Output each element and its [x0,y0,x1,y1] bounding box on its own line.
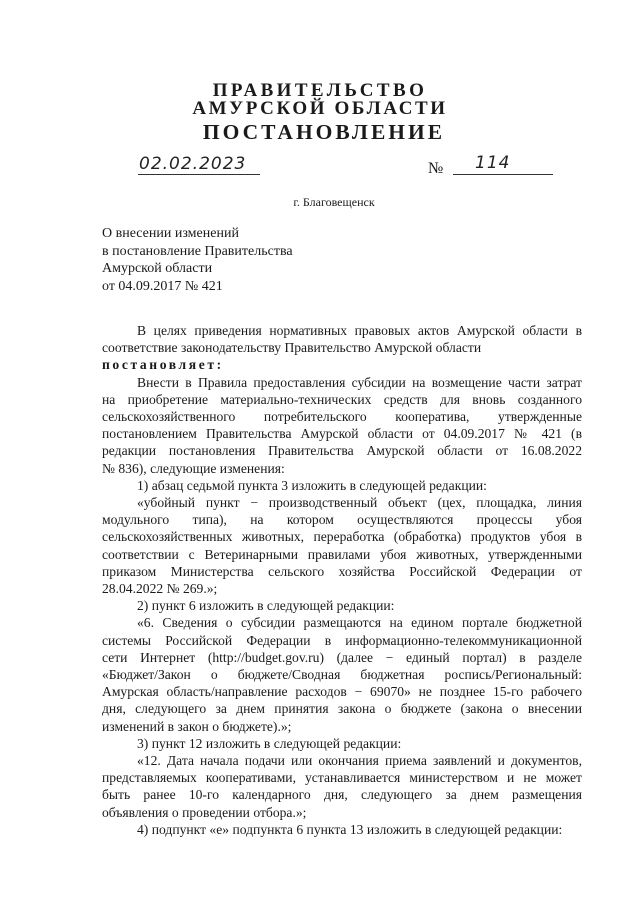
text-line: «Бюджет/Закон о бюджете/Сводная бюджетная роспись/Региональный: [102,667,582,683]
item-heading: 1) абзац седьмой пункта 3 изложить в следующей редакции: [137,477,487,493]
text-line: сельскохозяйственных животных, переработка (обработка) продуктов убоя в [102,529,582,545]
item-heading: 2) пункт 6 изложить в следующей редакции: [137,598,395,614]
date-underline [138,174,260,175]
resolves-word: постановляет: [102,357,224,373]
text-line: Внести в Правила предоставления субсидии на возмещение части затрат [137,374,582,390]
item-heading: 4) подпункт «е» подпункта 6 пункта 13 изложить в следующей редакции: [137,821,563,837]
subject-line: Амурской области [102,261,213,277]
text-line: № 836), следующие изменения: [102,460,285,476]
handwritten-date: 02.02.2023 [139,154,247,174]
text-line: сети Интернет (http://budget.gov.ru) (далее − единый портал) в разделе [102,649,582,665]
text-line: представляемых кооперативами, устанавливается министерством и не может [102,770,582,786]
text-line: В целях приведения нормативных правовых актов Амурской области в [137,323,582,338]
text-line: «6. Сведения о субсидии размещаются на едином портале бюджетной [137,615,582,631]
subject-line: О внесении изменений [102,226,239,241]
resolves-line [102,356,582,373]
decree-subject [102,225,293,295]
amendment-item-3 [102,735,582,821]
text-line: 28.04.2022 № 269.»; [102,581,218,597]
subject-line: от 04.09.2017 № 421 [102,278,223,294]
text-line: дня, следующего за днем принятия закона о бюджете (закона о внесении [102,701,582,717]
government-name-line2: АМУРСКОЙ ОБЛАСТИ [192,98,448,119]
decree-body [102,322,582,838]
text-line: изменений в закон о бюджете).»; [102,718,292,734]
main-paragraph [102,374,582,477]
amendment-item-2 [102,597,582,735]
amendment-item-4 [102,821,582,838]
text-line: приказом Министерства сельского хозяйства Российской Федерации от [102,563,582,579]
text-line: Амурская область/направление расходов − 69070» не позднее 15-го рабочего [102,684,582,700]
text-line: объявления о проведении отбора.»; [102,804,307,820]
text-line: на приобретение материально-технических средств для вновь созданного [102,391,582,407]
city-name: г. Благовещенск [293,195,375,209]
subject-line: в постановление Правительства [102,243,293,259]
text-line: соответствии с Ветеринарными правилами убоя животных, утвержденными [102,546,582,562]
number-sign: № [428,160,444,177]
text-line: соответствие законодательству Правительство Амурской области [102,340,482,356]
government-name-line1: ПРАВИТЕЛЬСТВО [212,80,428,101]
text-line: «убойный пункт − производственный объект (цех, площадка, линия [137,495,582,511]
number-underline [453,174,553,175]
text-line: модульного типа), на котором осуществляются процессы убоя [102,512,582,528]
document-type-title: ПОСТАНОВЛЕНИЕ [202,120,446,144]
amendment-item-1 [102,477,582,597]
text-line: системы Российской Федерации в информационно-телекоммуникационной [102,632,582,648]
text-line: сельскохозяйственного потребительского кооператива, утвержденные [102,409,582,425]
text-line: «12. Дата начала подачи или окончания приема заявлений и документов, [137,753,582,769]
item-heading: 3) пункт 12 изложить в следующей редакции: [137,735,402,751]
handwritten-number: 114 [475,153,511,173]
intro-paragraph [102,322,582,356]
text-line: быть ранее 10-го календарного дня, следующего за днем размещения [102,787,582,803]
text-line: постановлением Правительства Амурской области от 04.09.2017 № 421 (в [102,426,582,442]
text-line: редакции постановления Правительства Амурской области от 16.08.2022 [102,443,582,459]
